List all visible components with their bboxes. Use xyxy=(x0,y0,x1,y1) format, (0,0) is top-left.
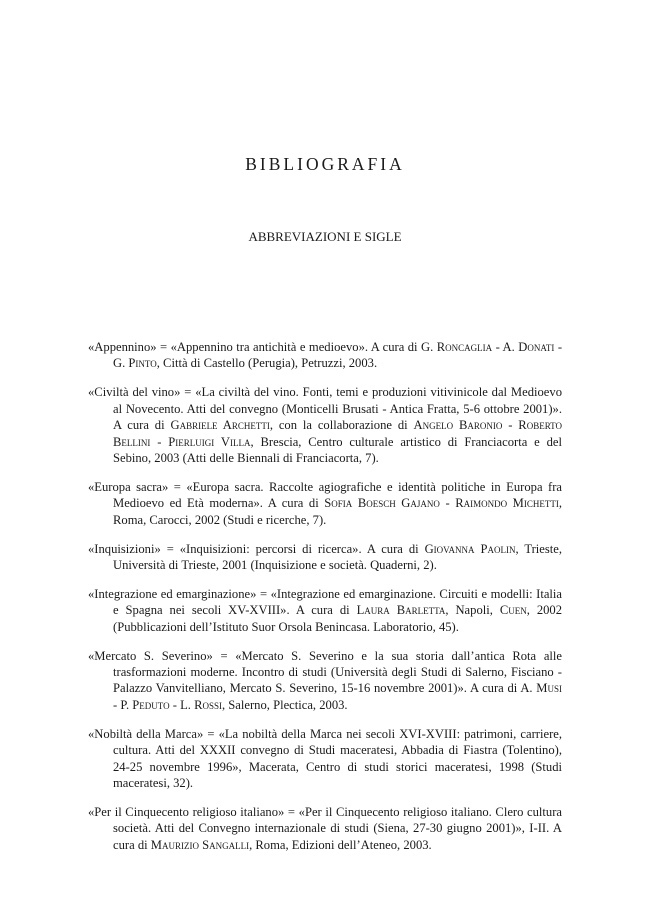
bibliography-entry xyxy=(88,541,562,574)
author-name: Pierluigi Villa xyxy=(168,434,251,449)
entry-text: - G. xyxy=(113,340,563,371)
author-name: Musi xyxy=(536,681,562,696)
author-name: Angelo Baronio xyxy=(413,418,503,433)
entry-text: , Napoli, xyxy=(445,603,500,618)
entry-text: - xyxy=(439,496,456,511)
bibliography-entry xyxy=(88,726,562,792)
entry-text: «Per il Cinquecento religioso italiano» = «Per il Cinquecento religioso italiano. Clero cultura società. Atti del Convegno internazionale di studi (Siena, 27-30 giugno 2001)», I-II. A cura di xyxy=(88,804,562,852)
author-name: Maurizio Sangalli xyxy=(150,837,250,852)
author-name: Pinto xyxy=(128,356,157,371)
entry-text: - xyxy=(150,434,169,449)
bibliography-entry xyxy=(88,479,562,528)
entry-text: , Roma, Carocci, 2002 (Studi e ricerche, 7). xyxy=(113,496,563,527)
entry-text: «Mercato S. Severino» = «Mercato S. Severino e la sua storia dall’antica Rota alle trasformazioni moderne. Incontro di studi (Università degli Studi di Salerno, Fisciano - Palazzo Vanvitelliano, Mercato S. Severino, 15-16 novembre 2001)». A cura di A. xyxy=(88,648,562,696)
author-name: Giovanna Paolin xyxy=(424,541,516,556)
section-title: ABBREVIAZIONI E SIGLE xyxy=(248,229,402,244)
entry-text: «Appennino» = «Appennino tra antichità e medioevo». A cura di G. xyxy=(88,340,437,354)
entry-text: «Europa sacra» = «Europa sacra. Raccolte agiografiche e identità politiche in Europa fra Medioevo ed Età moderna». A cura di xyxy=(88,479,562,511)
page-title: BIBLIOGRAFIA xyxy=(245,154,405,174)
bibliography-entry xyxy=(88,804,562,853)
entry-text: - A. xyxy=(492,340,519,354)
bibliography-list xyxy=(88,339,562,866)
author-name: Cuen xyxy=(499,603,527,618)
entry-text: - xyxy=(502,418,519,433)
bibliography-entry xyxy=(88,586,562,635)
author-name: Rossi xyxy=(194,697,222,712)
author-name: Raimondo Michetti xyxy=(455,496,559,511)
entry-text: , Brescia, Centro culturale artistico di Franciacorta e del Sebino, 2003 (Atti delle Biennali di Franciacorta, 7). xyxy=(113,434,562,465)
entry-text: , Città di Castello (Perugia), Petruzzi, 2003. xyxy=(156,356,378,371)
entry-text: «Inquisizioni» = «Inquisizioni: percorsi di ricerca». A cura di xyxy=(88,541,425,556)
entry-text: , con la collaborazione di xyxy=(269,418,414,433)
author-name: Roncaglia xyxy=(436,340,493,354)
entry-text: - P. xyxy=(113,697,133,712)
entry-text: - L. xyxy=(169,697,195,712)
bibliography-entry xyxy=(88,648,562,714)
author-name: Sofia Boesch Gajano xyxy=(324,496,440,511)
entry-text: , Salerno, Plectica, 2003. xyxy=(222,697,348,712)
entry-text: «Nobiltà della Marca» = «La nobiltà della Marca nei secoli XVI-XVIII: patrimoni, carriere, cultura. Atti del XXXII convegno di Studi maceratesi, Abbadia di Fiastra (Tolentino), 24-25 novembre 1996», Macerata, Centro di studi storici maceratesi, 1998 (Studi maceratesi, 32). xyxy=(88,726,562,790)
entry-text: , 2002 (Pubblicazioni dell’Istituto Suor Orsola Benincasa. Laboratorio, 45). xyxy=(113,603,563,634)
author-name: Donati xyxy=(518,340,555,354)
entry-text: «Integrazione ed emarginazione» = «Integrazione ed emarginazione. Circuiti e modelli: Italia e Spagna nei secoli XV-XVIII». A cura di xyxy=(88,586,562,618)
entry-text: , Trieste, Università di Trieste, 2001 (Inquisizione e società. Quaderni, 2). xyxy=(113,541,562,572)
entry-text: «Civiltà del vino» = «La civiltà del vino. Fonti, temi e produzioni vitivinicole dal Medioevo al Novecento. Atti del convegno (Monticelli Brusati - Antica Fratta, 5-6 ottobre 2001)». A cura di xyxy=(88,385,562,433)
entry-text: , Roma, Edizioni dell’Ateneo, 2003. xyxy=(249,837,432,852)
author-name: Peduto xyxy=(132,697,170,712)
author-name: Gabriele Archetti xyxy=(170,418,270,433)
bibliography-entry xyxy=(88,339,562,372)
bibliography-entry xyxy=(88,384,562,466)
author-name: Roberto Bellini xyxy=(113,418,562,449)
author-name: Laura Barletta xyxy=(356,603,446,618)
